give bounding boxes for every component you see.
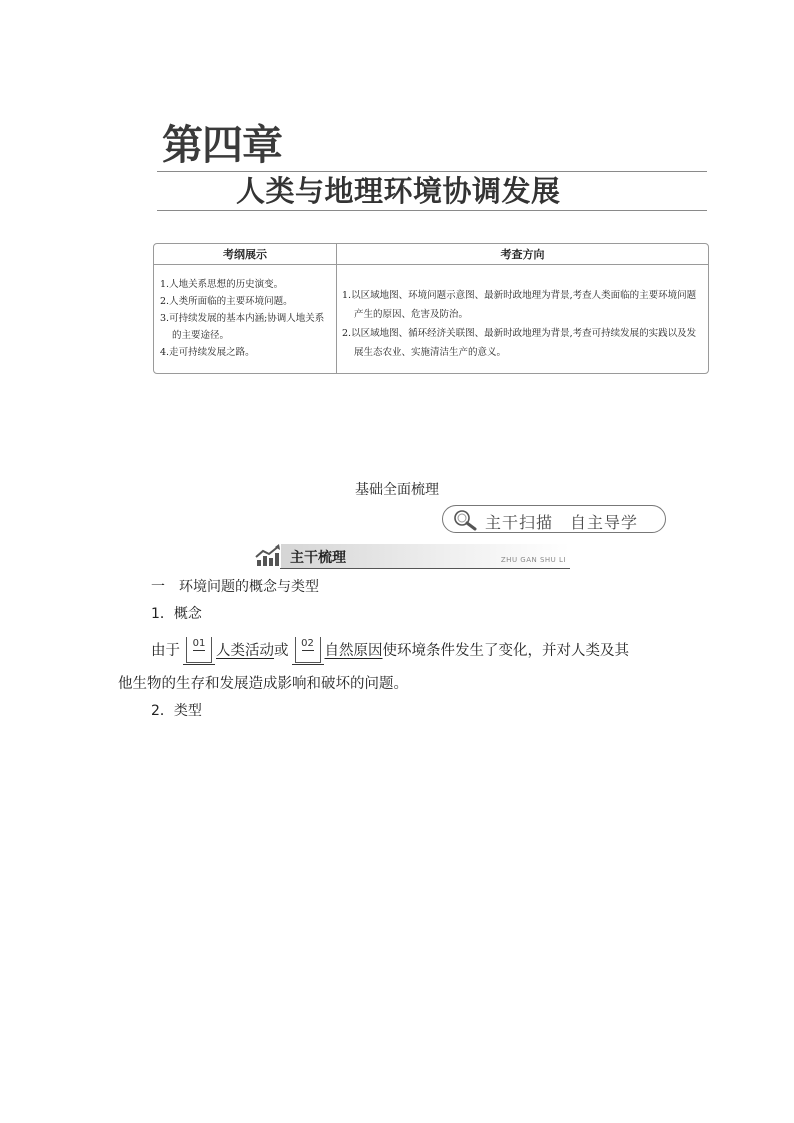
syllabus-item: 2.人类所面临的主要环境问题。 bbox=[160, 296, 293, 307]
text-prefix: 由于 bbox=[151, 643, 180, 659]
text-mid: 或 bbox=[274, 643, 289, 659]
syllabus-item: 3.可持续发展的基本内涵;协调人地关系的主要途径。 bbox=[160, 313, 325, 341]
subsection-label: 主干梳理 bbox=[290, 550, 346, 566]
subsection-banner bbox=[255, 544, 570, 569]
direction-list bbox=[342, 286, 704, 362]
syllabus-item: 4.走可持续发展之路。 bbox=[160, 347, 255, 358]
text-suffix: 使环境条件发生了变化，并对人类及其 bbox=[382, 643, 629, 659]
syllabus-table bbox=[153, 243, 709, 374]
answer-2: 自然原因 bbox=[324, 643, 383, 659]
heading-types: 2．类型 bbox=[151, 703, 202, 719]
magnifier-icon bbox=[451, 509, 481, 531]
table-divider bbox=[336, 244, 337, 373]
answer-blank-1[interactable] bbox=[186, 637, 212, 663]
blank-dash bbox=[193, 650, 205, 651]
answer-blank-2[interactable] bbox=[295, 637, 321, 663]
trend-chart-icon bbox=[255, 544, 281, 568]
blank-number: 01 bbox=[192, 638, 206, 649]
pill-label: 主干扫描 自主导学 bbox=[485, 513, 639, 532]
direction-item: 2.以区域地图、循环经济关联图、最新时政地理为背景,考查可持续发展的实践以及发展生态农业、实施清洁生产的意义。 bbox=[342, 328, 697, 358]
blank-number: 02 bbox=[301, 638, 314, 649]
title-rule-bottom bbox=[157, 210, 707, 211]
syllabus-list bbox=[160, 276, 332, 361]
subsection-pinyin: ZHU GAN SHU LI bbox=[500, 556, 566, 564]
col-header-syllabus: 考纲展示 bbox=[223, 248, 267, 261]
chapter-title: 人类与地理环境协调发展 bbox=[236, 174, 561, 208]
heading-concept: 1．概念 bbox=[151, 606, 202, 622]
heading-concept-types: 一 环境问题的概念与类型 bbox=[151, 579, 319, 595]
answer-1: 人类活动 bbox=[216, 643, 274, 659]
banner-underline bbox=[280, 568, 570, 569]
definition-line-1 bbox=[151, 637, 629, 663]
chapter-number: 第四章 bbox=[162, 121, 282, 169]
blank-dash bbox=[302, 650, 314, 651]
syllabus-item: 1.人地关系思想的历史演变。 bbox=[160, 279, 284, 290]
col-header-direction: 考查方向 bbox=[500, 248, 545, 261]
definition-line-2: 他生物的生存和发展造成影响和破坏的问题。 bbox=[118, 676, 408, 692]
section-pill bbox=[442, 505, 666, 533]
section-title: 基础全面梳理 bbox=[355, 482, 439, 498]
direction-item: 1.以区域地图、环境问题示意图、最新时政地理为背景,考查人类面临的主要环境问题产生的原因、危害及防治。 bbox=[342, 290, 697, 320]
